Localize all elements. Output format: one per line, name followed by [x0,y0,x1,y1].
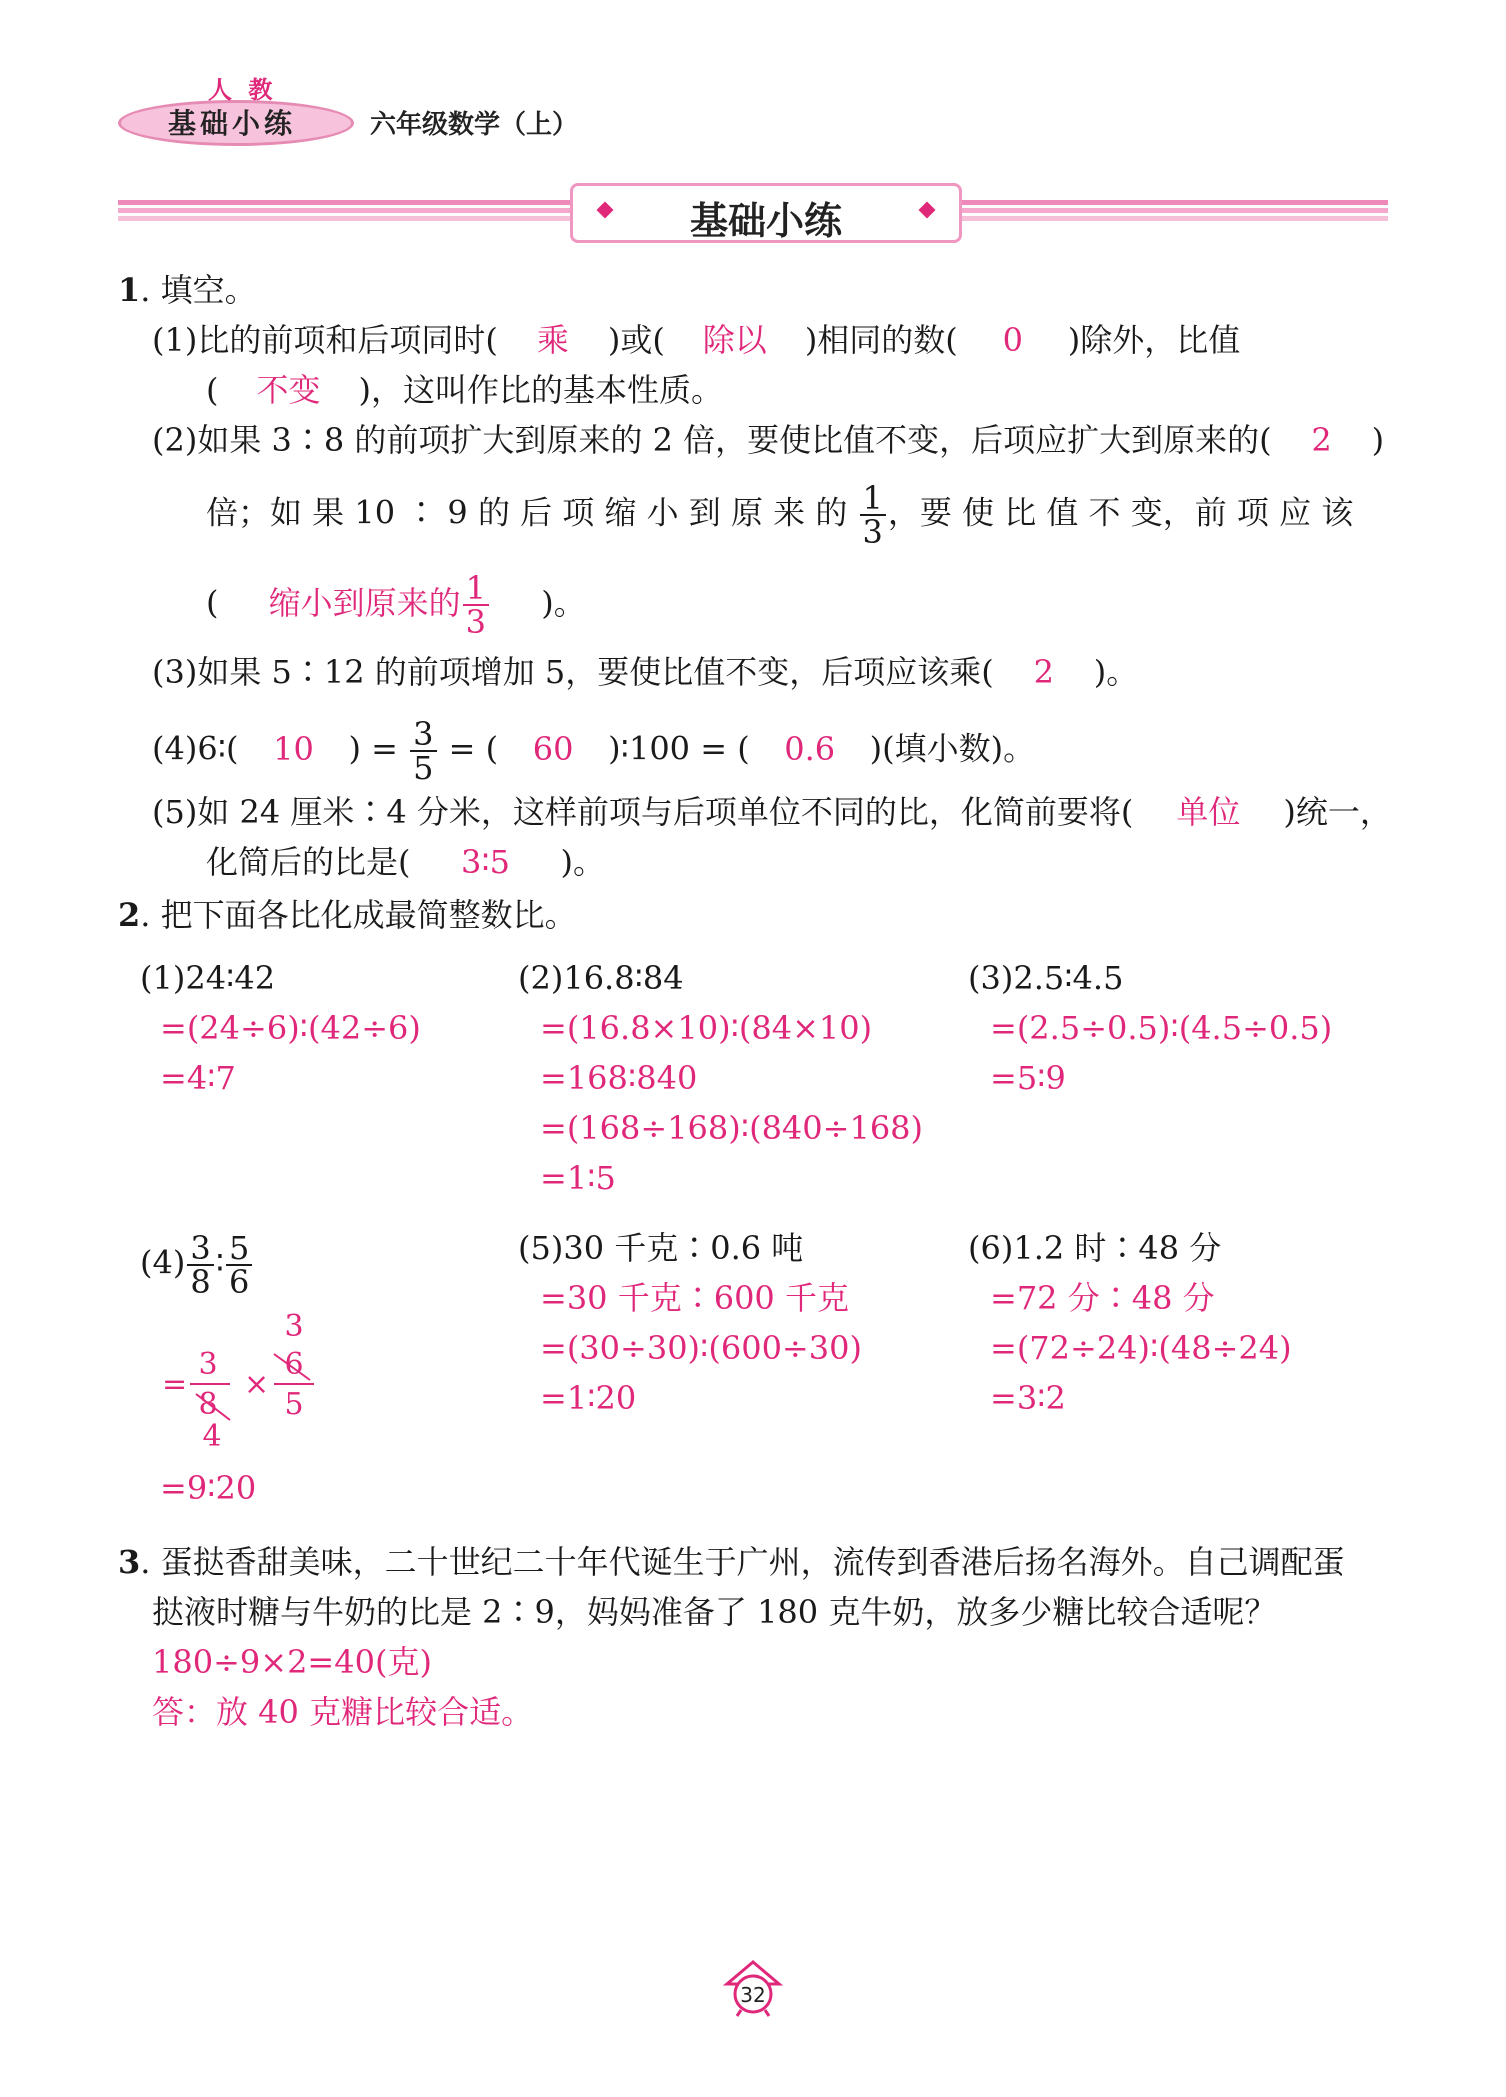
q2-item5-prompt: (5)30 千克∶0.6 吨 [518,1229,804,1267]
q2-item4-work [160,1310,340,1460]
q2-item6-step: =72 分∶48 分 [990,1279,1215,1317]
page-number-badge [723,1958,783,2018]
svg-text:3: 3 [198,1347,218,1382]
answer: 3∶5 [460,843,511,881]
q3-calculation: 180÷9×2=40(克) [152,1643,432,1681]
q2-item2-step: =1∶5 [540,1159,616,1197]
svg-text:8: 8 [198,1387,218,1422]
fraction: $\frac{1}{3}$ [860,482,886,548]
q1-part3: (3)如果 5∶12 的前项增加 5，要使比值不变，后项应该乘( 2 )。 [152,653,1139,691]
answer: 10 [273,729,314,768]
answer: 0 [1002,321,1023,359]
q2-item4-result: =9∶20 [160,1469,257,1507]
q1-part1-line1: (1)比的前项和后项同时( 乘 )或( 除以 )相同的数( 0 )除外，比值 [152,321,1241,359]
grade-subject: 六年级数学（上） [370,110,579,140]
question-2-heading: 2. 把下面各比化成最简整数比。 [118,896,577,934]
q2-item1-prompt: (1)24∶42 [140,959,276,997]
q1-part2-line3: ( 缩小到原来的 $\frac{1}{3}$ )。 [206,569,586,641]
section-title-box [570,183,962,243]
answer: 0.6 [784,729,836,768]
q2-item3-step: =(2.5÷0.5)∶(4.5÷0.5) [990,1009,1333,1047]
q2-item5-step: =(30÷30)∶(600÷30) [540,1329,862,1367]
q2-item1-step: =(24÷6)∶(42÷6) [160,1009,421,1047]
q2-item6-step: =(72÷24)∶(48÷24) [990,1329,1292,1367]
answer: 2 [1033,653,1054,691]
q1-part1-line2: ( 不变 )，这叫作比的基本性质。 [206,371,723,409]
svg-text:5: 5 [284,1387,304,1422]
question-3-line2: 挞液时糖与牛奶的比是 2∶9，妈妈准备了 180 克牛奶，放多少糖比较合适呢？ [152,1593,1277,1631]
answer: 2 [1311,421,1332,459]
answer-fraction: $\frac{1}{3}$ [463,572,489,638]
q2-item2-prompt: (2)16.8∶84 [518,959,684,997]
svg-text:6: 6 [284,1347,304,1382]
svg-text:4: 4 [202,1419,222,1454]
section-title: 基础小练 [689,199,842,243]
q2-item5-step: =1∶20 [540,1379,637,1417]
svg-text:3: 3 [284,1310,304,1344]
q2-item4-prompt: (4) $\frac{3}{8}$ ∶ $\frac{5}{6}$ [140,1232,254,1298]
q2-item2-step: =168∶840 [540,1059,698,1097]
brand-publisher: 人 教 [208,76,277,104]
q1-part5-line1: (5)如 24 厘米∶4 分米，这样前项与后项单位不同的比，化简前要将( 单位 )统一， [152,793,1392,831]
answer: 乘 [536,321,569,359]
q2-item1-step: =4∶7 [160,1059,236,1097]
answer: 缩小到原来的 [268,583,461,622]
fraction: $\frac{3}{5}$ [410,718,436,784]
q3-answer: 答：放 40 克糖比较合适。 [152,1693,534,1731]
answer: 不变 [256,371,321,409]
q1-part2-line1: (2)如果 3∶8 的前项扩大到原来的 2 倍，要使比值不变，后项应扩大到原来的( 2 ) [152,421,1385,459]
q2-item6-step: =3∶2 [990,1379,1066,1417]
q2-item5-step: =30 千克∶600 千克 [540,1279,849,1317]
q2-item2-step: =(16.8×10)∶(84×10) [540,1009,873,1047]
q2-item2-step: =(168÷168)∶(840÷168) [540,1109,924,1147]
answer: 60 [532,729,574,768]
q2-item3-step: =5∶9 [990,1059,1066,1097]
q2-item3-prompt: (3)2.5∶4.5 [968,959,1124,997]
answer: 单位 [1176,793,1241,831]
q2-item6-prompt: (6)1.2 时∶48 分 [968,1229,1222,1267]
answer: 除以 [702,321,767,359]
question-3-line1: 3. 蛋挞香甜美味，二十世纪二十年代诞生于广州，流传到香港后扬名海外。自己调配蛋 [118,1543,1345,1581]
svg-text:=: = [162,1367,188,1402]
q1-part5-line2: 化简后的比是( 3∶5 )。 [206,843,605,881]
q1-part4: (4)6∶( 10 ) = $\frac{3}{5}$ = ( 60 )∶100 = ( 0.6 )(填小数)。 [152,715,1036,787]
q1-part2-line2: 倍；如 果 10 ∶ 9 的 后 项 缩 小 到 原 来 的 $\frac{1}{3}$ ，要 使 比 值 不 变，前 项 应 该 [206,479,1354,551]
question-1-heading: 1. 填空。 [118,271,257,309]
page-number: 32 [740,1983,766,2007]
brand-series-title: 基础小练 [168,107,297,140]
svg-text:×: × [244,1367,270,1402]
